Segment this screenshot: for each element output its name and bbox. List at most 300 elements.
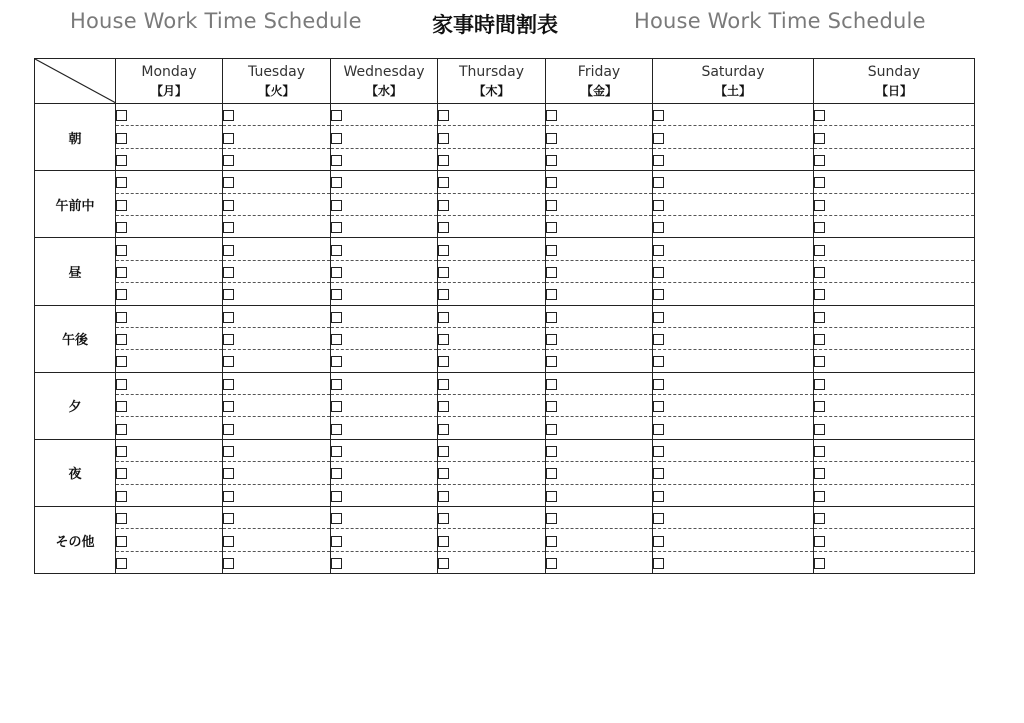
schedule-cell — [546, 193, 653, 215]
schedule-cell — [546, 148, 653, 170]
schedule-cell — [116, 462, 223, 484]
schedule-cell — [116, 171, 223, 193]
schedule-cell — [546, 551, 653, 573]
schedule-cell — [438, 171, 546, 193]
checkbox-icon[interactable] — [814, 177, 825, 188]
schedule-cell — [223, 193, 331, 215]
schedule-cell — [814, 327, 975, 349]
checkbox-icon[interactable] — [116, 558, 127, 569]
checkbox-icon[interactable] — [438, 468, 449, 479]
checkbox-icon[interactable] — [331, 536, 342, 547]
checkbox-icon[interactable] — [223, 446, 234, 457]
checkbox-icon[interactable] — [438, 312, 449, 323]
checkbox-icon[interactable] — [653, 222, 664, 233]
schedule-cell — [653, 104, 814, 126]
checkbox-icon[interactable] — [653, 401, 664, 412]
checkbox-icon[interactable] — [223, 110, 234, 121]
checkbox-icon[interactable] — [116, 312, 127, 323]
schedule-cell — [546, 126, 653, 148]
table-row — [35, 193, 975, 215]
schedule-cell — [116, 327, 223, 349]
day-name-english: Thursday — [458, 63, 525, 80]
checkbox-icon[interactable] — [438, 558, 449, 569]
header-row — [35, 59, 975, 104]
checkbox-icon[interactable] — [814, 312, 825, 323]
schedule-cell — [653, 193, 814, 215]
schedule-cell — [438, 126, 546, 148]
checkbox-icon[interactable] — [438, 491, 449, 502]
checkbox-icon[interactable] — [438, 401, 449, 412]
schedule-cell — [438, 238, 546, 260]
checkbox-icon[interactable] — [546, 401, 557, 412]
checkbox-icon[interactable] — [331, 446, 342, 457]
schedule-cell — [223, 462, 331, 484]
table-row — [35, 104, 975, 126]
schedule-cell — [223, 350, 331, 372]
schedule-cell — [223, 372, 331, 394]
checkbox-icon[interactable] — [653, 200, 664, 211]
checkbox-icon[interactable] — [653, 245, 664, 256]
period-label: 午後 — [35, 305, 116, 372]
day-header-tuesday — [223, 59, 331, 104]
checkbox-icon[interactable] — [223, 177, 234, 188]
checkbox-icon[interactable] — [223, 468, 234, 479]
schedule-cell — [546, 260, 653, 282]
diagonal-line-icon — [35, 59, 116, 103]
checkbox-icon[interactable] — [116, 110, 127, 121]
checkbox-icon[interactable] — [546, 155, 557, 166]
checkbox-icon[interactable] — [653, 133, 664, 144]
checkbox-icon[interactable] — [438, 133, 449, 144]
schedule-cell — [814, 260, 975, 282]
day-name-japanese: 【金】 — [580, 83, 617, 98]
checkbox-icon[interactable] — [331, 133, 342, 144]
checkbox-icon[interactable] — [438, 200, 449, 211]
checkbox-icon[interactable] — [438, 267, 449, 278]
checkbox-icon[interactable] — [331, 267, 342, 278]
schedule-cell — [814, 193, 975, 215]
checkbox-icon[interactable] — [546, 177, 557, 188]
checkbox-icon[interactable] — [653, 379, 664, 390]
checkbox-icon[interactable] — [116, 200, 127, 211]
schedule-cell — [438, 327, 546, 349]
schedule-cell — [116, 350, 223, 372]
schedule-cell — [116, 104, 223, 126]
checkbox-icon[interactable] — [814, 222, 825, 233]
checkbox-icon[interactable] — [223, 424, 234, 435]
day-header-saturday — [653, 59, 814, 104]
checkbox-icon[interactable] — [438, 110, 449, 121]
schedule-cell — [546, 215, 653, 237]
checkbox-icon[interactable] — [331, 379, 342, 390]
period-label: 朝 — [35, 104, 116, 171]
checkbox-icon[interactable] — [331, 200, 342, 211]
day-name-english: Saturday — [701, 63, 765, 80]
checkbox-icon[interactable] — [116, 536, 127, 547]
schedule-cell — [546, 439, 653, 461]
schedule-cell — [814, 148, 975, 170]
checkbox-icon[interactable] — [546, 312, 557, 323]
checkbox-icon[interactable] — [223, 356, 234, 367]
checkbox-icon[interactable] — [116, 133, 127, 144]
schedule-cell — [814, 551, 975, 573]
schedule-cell — [116, 551, 223, 573]
schedule-cell — [814, 305, 975, 327]
checkbox-icon[interactable] — [438, 334, 449, 345]
checkbox-icon[interactable] — [814, 513, 825, 524]
checkbox-icon[interactable] — [438, 289, 449, 300]
schedule-cell — [814, 350, 975, 372]
checkbox-icon[interactable] — [223, 491, 234, 502]
checkbox-icon[interactable] — [814, 424, 825, 435]
checkbox-icon[interactable] — [116, 513, 127, 524]
checkbox-icon[interactable] — [223, 267, 234, 278]
schedule-cell — [546, 305, 653, 327]
checkbox-icon[interactable] — [116, 356, 127, 367]
schedule-cell — [223, 439, 331, 461]
schedule-cell — [116, 193, 223, 215]
checkbox-icon[interactable] — [814, 468, 825, 479]
checkbox-icon[interactable] — [331, 424, 342, 435]
checkbox-icon[interactable] — [223, 289, 234, 300]
checkbox-icon[interactable] — [814, 334, 825, 345]
checkbox-icon[interactable] — [331, 513, 342, 524]
checkbox-icon[interactable] — [223, 513, 234, 524]
checkbox-icon[interactable] — [438, 155, 449, 166]
checkbox-icon[interactable] — [116, 491, 127, 502]
table-row — [35, 529, 975, 551]
checkbox-icon[interactable] — [223, 558, 234, 569]
schedule-cell — [223, 395, 331, 417]
table-row — [35, 238, 975, 260]
table-row — [35, 327, 975, 349]
checkbox-icon[interactable] — [653, 177, 664, 188]
day-name-english: Sunday — [867, 63, 921, 80]
checkbox-icon[interactable] — [116, 289, 127, 300]
schedule-cell — [331, 171, 438, 193]
schedule-cell — [814, 417, 975, 439]
schedule-cell — [116, 215, 223, 237]
schedule-cell — [438, 507, 546, 529]
schedule-cell — [223, 126, 331, 148]
schedule-cell — [331, 327, 438, 349]
checkbox-icon[interactable] — [438, 379, 449, 390]
checkbox-icon[interactable] — [116, 334, 127, 345]
checkbox-icon[interactable] — [653, 513, 664, 524]
schedule-cell — [653, 171, 814, 193]
checkbox-icon[interactable] — [814, 155, 825, 166]
schedule-cell — [223, 551, 331, 573]
checkbox-icon[interactable] — [438, 513, 449, 524]
schedule-cell — [546, 283, 653, 305]
schedule-cell — [438, 372, 546, 394]
schedule-cell — [438, 260, 546, 282]
checkbox-icon[interactable] — [653, 491, 664, 502]
checkbox-icon[interactable] — [814, 267, 825, 278]
checkbox-icon[interactable] — [116, 379, 127, 390]
schedule-cell — [653, 551, 814, 573]
schedule-cell — [653, 462, 814, 484]
schedule-cell — [116, 439, 223, 461]
checkbox-icon[interactable] — [546, 200, 557, 211]
schedule-cell — [546, 529, 653, 551]
checkbox-icon[interactable] — [331, 245, 342, 256]
schedule-cell — [116, 148, 223, 170]
checkbox-icon[interactable] — [116, 222, 127, 233]
table-row — [35, 126, 975, 148]
day-header-sunday — [814, 59, 975, 104]
checkbox-icon[interactable] — [438, 222, 449, 233]
schedule-cell — [814, 484, 975, 506]
schedule-cell — [546, 462, 653, 484]
checkbox-icon[interactable] — [546, 558, 557, 569]
checkbox-icon[interactable] — [653, 155, 664, 166]
checkbox-icon[interactable] — [116, 468, 127, 479]
schedule-cell — [331, 484, 438, 506]
schedule-cell — [438, 215, 546, 237]
schedule-cell — [546, 104, 653, 126]
title-japanese: 家事時間割表 — [432, 13, 558, 37]
schedule-cell — [223, 507, 331, 529]
checkbox-icon[interactable] — [331, 222, 342, 233]
checkbox-icon[interactable] — [814, 446, 825, 457]
schedule-cell — [546, 327, 653, 349]
checkbox-icon[interactable] — [331, 155, 342, 166]
day-header-monday — [116, 59, 223, 104]
checkbox-icon[interactable] — [814, 289, 825, 300]
schedule-cell — [223, 305, 331, 327]
checkbox-icon[interactable] — [814, 356, 825, 367]
schedule-cell — [814, 126, 975, 148]
checkbox-icon[interactable] — [116, 401, 127, 412]
checkbox-icon[interactable] — [223, 401, 234, 412]
schedule-cell — [331, 260, 438, 282]
schedule-cell — [653, 417, 814, 439]
day-name-english: Monday — [141, 63, 197, 80]
checkbox-icon[interactable] — [116, 424, 127, 435]
schedule-cell — [438, 417, 546, 439]
schedule-cell — [546, 484, 653, 506]
day-name-english: Wednesday — [343, 63, 425, 80]
schedule-cell — [116, 283, 223, 305]
day-name-japanese: 【日】 — [875, 83, 912, 98]
table-row — [35, 372, 975, 394]
day-name-japanese: 【水】 — [365, 83, 402, 98]
checkbox-icon[interactable] — [331, 289, 342, 300]
schedule-cell — [814, 372, 975, 394]
checkbox-icon[interactable] — [546, 334, 557, 345]
checkbox-icon[interactable] — [331, 491, 342, 502]
checkbox-icon[interactable] — [546, 289, 557, 300]
table-row — [35, 171, 975, 193]
schedule-cell — [653, 260, 814, 282]
checkbox-icon[interactable] — [223, 379, 234, 390]
checkbox-icon[interactable] — [653, 468, 664, 479]
checkbox-icon[interactable] — [546, 133, 557, 144]
schedule-cell — [331, 193, 438, 215]
schedule-cell — [331, 238, 438, 260]
day-name-japanese: 【木】 — [473, 83, 510, 98]
checkbox-icon[interactable] — [653, 110, 664, 121]
checkbox-icon[interactable] — [653, 356, 664, 367]
schedule-cell — [653, 327, 814, 349]
day-header-friday — [546, 59, 653, 104]
checkbox-icon[interactable] — [653, 446, 664, 457]
schedule-cell — [653, 529, 814, 551]
schedule-cell — [223, 104, 331, 126]
checkbox-icon[interactable] — [331, 356, 342, 367]
schedule-cell — [331, 551, 438, 573]
schedule-cell — [223, 417, 331, 439]
corner-cell — [35, 59, 116, 104]
schedule-cell — [116, 238, 223, 260]
checkbox-icon[interactable] — [546, 245, 557, 256]
checkbox-icon[interactable] — [223, 536, 234, 547]
checkbox-icon[interactable] — [546, 110, 557, 121]
schedule-cell — [331, 507, 438, 529]
table-row — [35, 260, 975, 282]
checkbox-icon[interactable] — [546, 267, 557, 278]
schedule-cell — [331, 395, 438, 417]
checkbox-icon[interactable] — [116, 267, 127, 278]
schedule-cell — [546, 417, 653, 439]
checkbox-icon[interactable] — [438, 446, 449, 457]
schedule-cell — [653, 238, 814, 260]
schedule-cell — [438, 395, 546, 417]
checkbox-icon[interactable] — [223, 312, 234, 323]
checkbox-icon[interactable] — [331, 558, 342, 569]
schedule-cell — [814, 507, 975, 529]
checkbox-icon[interactable] — [546, 222, 557, 233]
schedule-cell — [331, 283, 438, 305]
schedule-cell — [653, 215, 814, 237]
schedule-cell — [223, 171, 331, 193]
checkbox-icon[interactable] — [653, 424, 664, 435]
checkbox-icon[interactable] — [331, 401, 342, 412]
checkbox-icon[interactable] — [546, 379, 557, 390]
checkbox-icon[interactable] — [438, 536, 449, 547]
title-english-left: House Work Time Schedule — [70, 9, 362, 33]
schedule-cell — [546, 350, 653, 372]
schedule-cell — [116, 305, 223, 327]
schedule-cell — [438, 551, 546, 573]
checkbox-icon[interactable] — [546, 468, 557, 479]
table-row — [35, 551, 975, 573]
table-row — [35, 484, 975, 506]
checkbox-icon[interactable] — [438, 245, 449, 256]
checkbox-icon[interactable] — [814, 558, 825, 569]
period-label: 夕 — [35, 372, 116, 439]
checkbox-icon[interactable] — [546, 491, 557, 502]
table-row — [35, 148, 975, 170]
checkbox-icon[interactable] — [438, 177, 449, 188]
schedule-cell — [653, 148, 814, 170]
checkbox-icon[interactable] — [116, 446, 127, 457]
checkbox-icon[interactable] — [653, 289, 664, 300]
schedule-cell — [814, 283, 975, 305]
schedule-cell — [438, 148, 546, 170]
checkbox-icon[interactable] — [814, 110, 825, 121]
table-row — [35, 305, 975, 327]
schedule-cell — [223, 327, 331, 349]
checkbox-icon[interactable] — [331, 468, 342, 479]
checkbox-icon[interactable] — [116, 177, 127, 188]
checkbox-icon[interactable] — [814, 401, 825, 412]
checkbox-icon[interactable] — [546, 356, 557, 367]
checkbox-icon[interactable] — [223, 155, 234, 166]
schedule-cell — [223, 215, 331, 237]
day-header-thursday — [438, 59, 546, 104]
checkbox-icon[interactable] — [223, 200, 234, 211]
schedule-cell — [331, 529, 438, 551]
checkbox-icon[interactable] — [814, 133, 825, 144]
checkbox-icon[interactable] — [653, 267, 664, 278]
schedule-cell — [116, 529, 223, 551]
schedule-cell — [546, 238, 653, 260]
checkbox-icon[interactable] — [814, 379, 825, 390]
schedule-cell — [116, 484, 223, 506]
schedule-cell — [653, 372, 814, 394]
table-row — [35, 215, 975, 237]
checkbox-icon[interactable] — [653, 558, 664, 569]
period-label: その他 — [35, 507, 116, 574]
checkbox-icon[interactable] — [814, 200, 825, 211]
checkbox-icon[interactable] — [546, 446, 557, 457]
day-name-japanese: 【月】 — [150, 83, 187, 98]
checkbox-icon[interactable] — [653, 312, 664, 323]
table-row — [35, 462, 975, 484]
checkbox-icon[interactable] — [331, 312, 342, 323]
checkbox-icon[interactable] — [116, 245, 127, 256]
schedule-cell — [814, 215, 975, 237]
day-name-english: Tuesday — [248, 63, 305, 80]
checkbox-icon[interactable] — [223, 222, 234, 233]
checkbox-icon[interactable] — [331, 177, 342, 188]
schedule-cell — [223, 283, 331, 305]
checkbox-icon[interactable] — [814, 491, 825, 502]
checkbox-icon[interactable] — [223, 133, 234, 144]
schedule-cell — [331, 215, 438, 237]
schedule-cell — [653, 350, 814, 372]
checkbox-icon[interactable] — [223, 245, 234, 256]
schedule-cell — [546, 372, 653, 394]
schedule-cell — [814, 395, 975, 417]
checkbox-icon[interactable] — [438, 424, 449, 435]
checkbox-icon[interactable] — [653, 334, 664, 345]
schedule-cell — [814, 529, 975, 551]
day-name-japanese: 【火】 — [258, 83, 295, 98]
checkbox-icon[interactable] — [546, 513, 557, 524]
checkbox-icon[interactable] — [438, 356, 449, 367]
schedule-cell — [546, 171, 653, 193]
checkbox-icon[interactable] — [116, 155, 127, 166]
checkbox-icon[interactable] — [814, 536, 825, 547]
checkbox-icon[interactable] — [653, 536, 664, 547]
checkbox-icon[interactable] — [223, 334, 234, 345]
checkbox-icon[interactable] — [546, 536, 557, 547]
schedule-cell — [223, 148, 331, 170]
day-name-english: Friday — [577, 63, 621, 80]
checkbox-icon[interactable] — [331, 334, 342, 345]
schedule-cell — [653, 126, 814, 148]
checkbox-icon[interactable] — [814, 245, 825, 256]
checkbox-icon[interactable] — [546, 424, 557, 435]
schedule-cell — [438, 283, 546, 305]
day-header-wednesday — [331, 59, 438, 104]
schedule-cell — [331, 126, 438, 148]
table-row — [35, 507, 975, 529]
checkbox-icon[interactable] — [331, 110, 342, 121]
